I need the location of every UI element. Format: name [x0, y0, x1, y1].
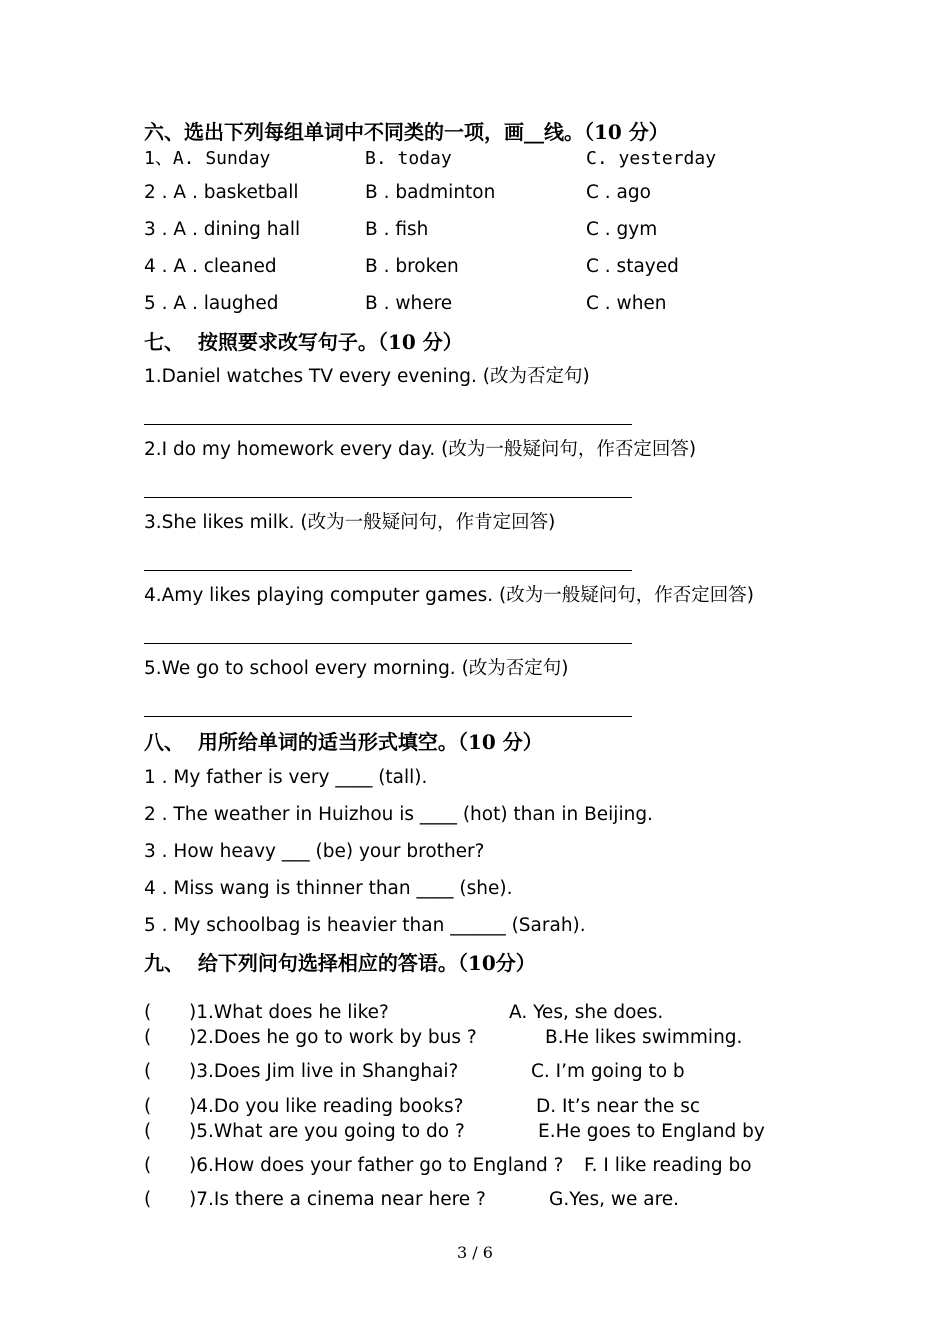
s7-answer-line-2[interactable]: [144, 497, 632, 498]
section-7-title: 七、 按照要求改写句子。（10 分）: [144, 330, 463, 354]
s8-item-1: 1 . My father is very ____ (tall).: [144, 767, 428, 788]
s7-answer-line-5[interactable]: [144, 716, 632, 717]
s9-question-4: )4.Do you like reading books?: [189, 1096, 464, 1117]
s6-row3-b: B . fish: [365, 219, 429, 240]
s6-row5-b: B . where: [365, 293, 453, 314]
s9-answer-b: B.He likes swimming.: [545, 1027, 743, 1048]
s8-item-2: 2 . The weather in Huizhou is ____ (hot) than in Beijing.: [144, 804, 653, 825]
s7-item-3: 3.She likes milk. (改为一般疑问句，作肯定回答): [144, 512, 556, 533]
s7-item-2: 2.I do my homework every day. (改为一般疑问句，作否定回答): [144, 439, 697, 460]
s9-question-6: )6.How does your father go to England ?: [189, 1155, 564, 1176]
s9-paren-2: (: [144, 1027, 152, 1048]
s9-paren-1: (: [144, 1002, 152, 1023]
s9-question-3: )3.Does Jim live in Shanghai?: [189, 1061, 459, 1082]
s6-row4-b: B . broken: [365, 256, 459, 277]
page-number: 3 / 6: [457, 1243, 493, 1262]
s9-question-7: )7.Is there a cinema near here ?: [189, 1189, 486, 1210]
s8-item-5: 5 . My schoolbag is heavier than ______ (Sarah).: [144, 915, 586, 936]
s7-item-1: 1.Daniel watches TV every evening. (改为否定句): [144, 366, 590, 387]
s9-answer-g: G.Yes, we are.: [549, 1189, 680, 1210]
s7-answer-line-3[interactable]: [144, 570, 632, 571]
s6-row5-c: C . when: [586, 293, 667, 314]
s8-item-3: 3 . How heavy ___ (be) your brother?: [144, 841, 485, 862]
s9-answer-f: F. I like reading bo: [584, 1155, 752, 1176]
s7-answer-line-1[interactable]: [144, 424, 632, 425]
s6-row5-a: 5 . A . laughed: [144, 293, 279, 314]
s8-item-4: 4 . Miss wang is thinner than ____ (she).: [144, 878, 513, 899]
s6-row1-c: C. yesterday: [586, 148, 717, 169]
s9-paren-5: (: [144, 1121, 152, 1142]
section-6-title: 六、选出下列每组单词中不同类的一项，画__线。（10 分）: [144, 120, 669, 144]
s6-row1-a: 1、A. Sunday: [144, 148, 271, 169]
section-9-title: 九、 给下列问句选择相应的答语。（10分）: [144, 951, 536, 975]
s7-answer-line-4[interactable]: [144, 643, 632, 644]
s9-question-5: )5.What are you going to do ?: [189, 1121, 465, 1142]
s9-answer-a: A. Yes, she does.: [509, 1002, 664, 1023]
s6-row4-c: C . stayed: [586, 256, 679, 277]
s9-question-2: )2.Does he go to work by bus ?: [189, 1027, 477, 1048]
section-8-title: 八、 用所给单词的适当形式填空。（10 分）: [144, 730, 543, 754]
s6-row1-b: B. today: [365, 148, 452, 169]
s6-row3-a: 3 . A . dining hall: [144, 219, 301, 240]
s9-paren-3: (: [144, 1061, 152, 1082]
s6-row4-a: 4 . A . cleaned: [144, 256, 277, 277]
s7-item-5: 5.We go to school every morning. (改为否定句): [144, 658, 569, 679]
s9-answer-d: D. It’s near the sc: [536, 1096, 701, 1117]
s9-paren-4: (: [144, 1096, 152, 1117]
s6-row2-c: C . ago: [586, 182, 651, 203]
s9-answer-e: E.He goes to England by: [538, 1121, 765, 1142]
s9-answer-c: C. I’m going to b: [531, 1061, 685, 1082]
s7-item-4: 4.Amy likes playing computer games. (改为一般疑问句，作否定回答): [144, 585, 754, 606]
s9-paren-6: (: [144, 1155, 152, 1176]
s6-row2-b: B . badminton: [365, 182, 496, 203]
s9-paren-7: (: [144, 1189, 152, 1210]
s6-row3-c: C . gym: [586, 219, 658, 240]
s9-question-1: )1.What does he like?: [189, 1002, 389, 1023]
s6-row2-a: 2 . A . basketball: [144, 182, 299, 203]
